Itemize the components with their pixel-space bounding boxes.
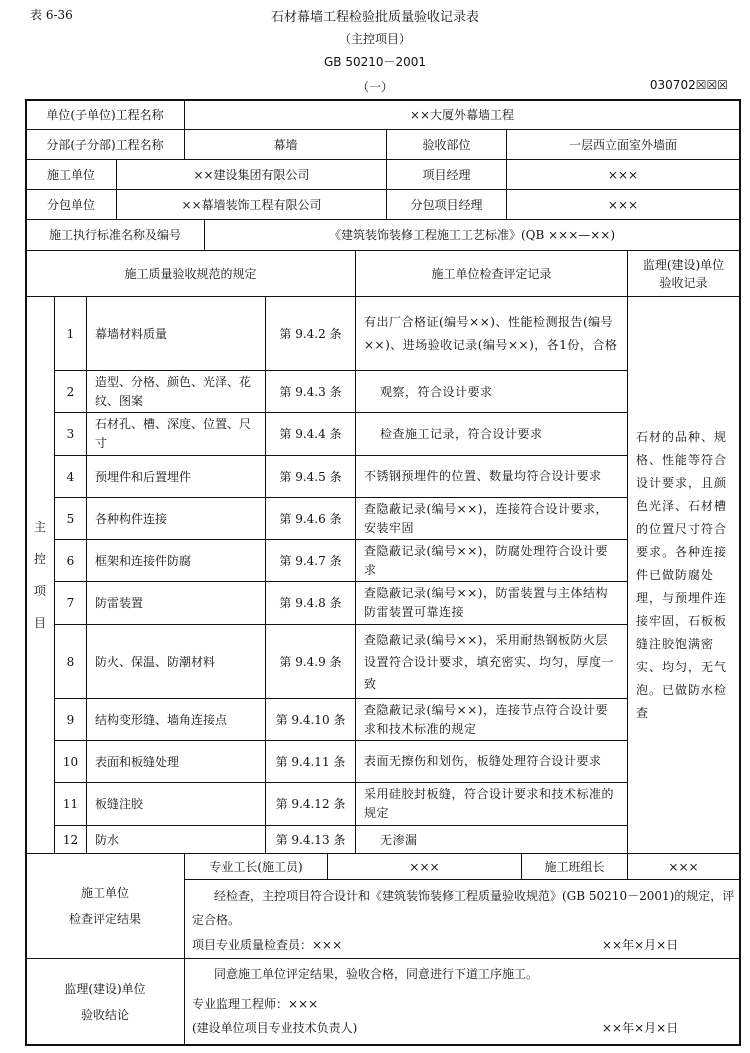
item-name: 结构变形缝、墙角连接点 [95,712,228,727]
table-number: 表 6-36 [30,8,73,22]
execution-standard-label: 施工执行标准名称及编号 [48,228,181,242]
contractor-value: ××建设集团有限公司 [193,167,310,182]
item-name: 幕墙材料质量 [95,326,168,341]
owner-technical-rep: (建设单位项目专业技术负责人) [192,1021,358,1035]
item-record: 观察，符合设计要求 [380,384,493,399]
contractor-result-label: 施工单位 检查评定结果 [68,886,141,926]
item-record: 查隐蔽记录(编号××)，连接节点符合设计要求和技术标准的规定 [364,702,608,736]
standard-code: GB 50210－2001 [323,55,427,69]
item-record: 查隐蔽记录(编号××)，采用耐热钢板防火层设置符合设计要求，填充密实、均匀，厚度一致 [364,632,615,691]
item-name: 石材孔、槽、深度、位置、尺寸 [95,417,252,450]
spec-column-header: 施工质量验收规范的规定 [124,266,257,281]
item-number: 1 [66,326,75,341]
item-name: 预埋件和后置埋件 [95,469,192,484]
unit-project-label: 单位(子单位)工程名称 [46,107,164,122]
item-record: 无渗漏 [380,832,418,847]
item-clause: 第 9.4.9 条 [279,654,342,669]
inspection-part-label: 验收部位 [422,137,471,152]
item-name: 表面和板缝处理 [95,754,180,769]
item-name: 防水 [95,832,120,847]
supervision-date: ××年×月×日 [602,1021,679,1035]
item-number: 2 [66,384,75,399]
item-name: 框架和连接件防腐 [95,553,192,568]
item-clause: 第 9.4.10 条 [275,712,346,727]
item-clause: 第 9.4.6 条 [279,511,342,526]
item-number: 10 [62,754,79,769]
supervising-engineer: 专业监理工程师：××× [192,997,319,1011]
item-clause: 第 9.4.7 条 [279,553,342,568]
item-record: 表面无擦伤和划伤，板缝处理符合设计要求 [364,754,602,768]
project-manager-label: 项目经理 [422,167,471,182]
part-number: （一） [356,80,393,94]
supervision-conclusion-text: 同意施工单位评定结果，验收合格，同意进行下道工序施工。 [214,967,539,981]
main-control-char: 主 [33,520,46,534]
item-number: 12 [62,832,79,847]
item-number: 11 [62,797,79,811]
sub-project-manager-value: ××× [607,197,639,212]
item-number: 9 [66,712,75,727]
item-record: 采用硅胶封板缝，符合设计要求和技术标准的规定 [364,787,615,820]
item-name: 防雷装置 [95,596,144,610]
main-control-char: 项 [33,584,46,598]
record-column-header: 施工单位检查评定记录 [431,266,552,281]
item-clause: 第 9.4.5 条 [279,469,342,484]
item-record: 查隐蔽记录(编号××)，连接符合设计要求，安装牢固 [364,501,608,535]
item-clause: 第 9.4.8 条 [279,596,342,610]
quality-inspector: 项目专业质量检查员：××× [192,938,343,952]
execution-standard-value: 《建筑装饰装修工程施工工艺标准》(QB ×××—××) [328,228,616,242]
main-control-label [26,297,54,853]
item-name: 防火、保温、防潮材料 [95,654,216,669]
supervision-column-header: 监理(建设)单位 验收记录 [642,257,725,290]
contractor-label: 施工单位 [46,167,95,182]
item-clause: 第 9.4.12 条 [275,797,346,811]
item-name: 各种构件连接 [95,511,168,526]
item-number: 7 [66,596,75,610]
supervision-record: 石材的品种、规格、性能等符合设计要求，且颜色光泽、石材槽的位置尺寸符合要求。各种连接件已做防腐处理，与预埋件连接牢固，石板板缝注胶饱满密实、均匀，无气泡。已做防水检查 [636,429,728,720]
subcontractor-label: 分包单位 [46,197,95,212]
foreman-label: 专业工长(施工员) [209,859,303,874]
item-number: 6 [66,553,75,568]
item-record: 不锈钢预埋件的位置、数量均符合设计要求 [364,469,602,483]
item-clause: 第 9.4.11 条 [275,754,346,769]
subcontractor-value: ××幕墙装饰工程有限公司 [181,197,322,212]
item-clause: 第 9.4.4 条 [279,427,342,441]
form-code: 030702☒☒☒ [649,78,728,92]
item-record: 检查施工记录，符合设计要求 [380,427,543,441]
item-number: 3 [66,427,75,441]
item-number: 8 [66,654,75,669]
contractor-date: ××年×月×日 [602,938,679,952]
unit-project-value: ××大厦外幕墙工程 [409,107,515,122]
item-number: 5 [66,511,75,526]
item-number: 4 [66,469,75,484]
item-record: 有出厂合格证(编号××)、性能检测报告(编号××)、进场验收记录(编号××)，各1份，合格 [364,314,618,352]
item-clause: 第 9.4.13 条 [275,832,346,847]
contractor-result-text: 经检查，主控项目符合设计和《建筑装饰装修工程质量验收规范》(GB 50210－2001)的规定，评定合格。 [192,889,735,927]
main-control-char: 控 [33,552,46,566]
form-title: 石材幕墙工程检验批质量验收记录表 [270,10,479,25]
main-control-char: 目 [33,616,46,630]
team-leader-value: ××× [668,859,699,874]
form-subtitle: （主控项目） [338,32,411,46]
project-manager-value: ××× [607,167,639,182]
item-record: 查隐蔽记录(编号××)，防腐处理符合设计要求 [364,543,608,577]
inspection-part-value: 一层西立面室外墙面 [568,137,677,152]
item-name: 造型、分格、颜色、光泽、花纹、图案 [95,374,252,408]
item-clause: 第 9.4.3 条 [279,384,342,399]
item-clause: 第 9.4.2 条 [279,326,342,341]
item-name: 板缝注胶 [95,797,144,811]
supervision-conclusion-label: 监理(建设)单位 验收结论 [64,981,146,1022]
sub-project-label: 分部(子分部)工程名称 [46,137,164,152]
sub-project-manager-label: 分包项目经理 [410,197,483,212]
sub-project-value: 幕墙 [273,137,298,152]
team-leader-label: 施工班组长 [544,859,605,874]
item-record: 查隐蔽记录(编号××)，防雷装置与主体结构防雷装置可靠连接 [364,586,608,619]
foreman-value: ××× [409,859,440,874]
